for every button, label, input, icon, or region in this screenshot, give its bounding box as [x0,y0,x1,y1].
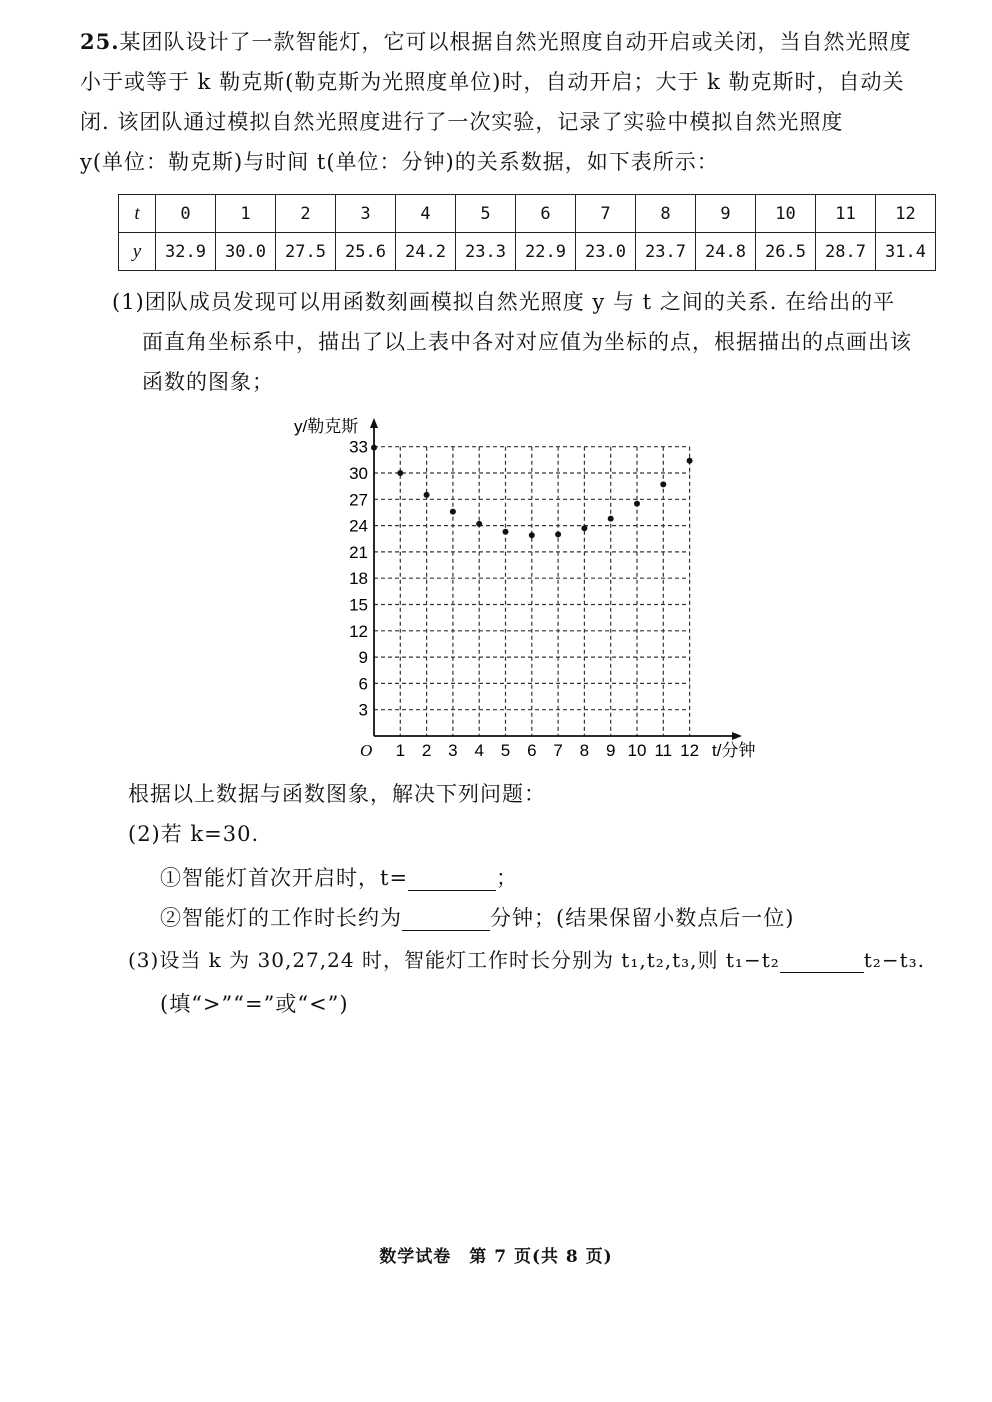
table-cell: 6 [516,195,576,233]
table-cell: 9 [696,195,756,233]
y-tick-label: 27 [349,490,368,510]
y-tick-label: 9 [358,648,368,668]
table-header-t: t [119,195,156,233]
origin-label: O [360,741,373,760]
data-point [660,481,666,487]
question-number: 25. [80,29,120,54]
x-tick-label: 9 [605,741,616,760]
x-tick-label: 12 [680,741,700,760]
intro-line-1: 25.某团队设计了一款智能灯，它可以根据自然光照度自动开启或关闭，当自然光照度 [80,29,912,54]
answer-blank-2[interactable] [402,906,490,931]
table-cell: 7 [576,195,636,233]
data-point [397,470,403,476]
x-tick-label: 8 [579,741,590,760]
data-point [424,492,430,498]
table-cell: 24.8 [696,233,756,271]
table-cell: 27.5 [276,233,336,271]
table-cell: 1 [216,195,276,233]
part2-q1: ①智能灯首次开启时，t= ； [160,866,519,890]
part1-line-2: 面直角坐标系中，描出了以上表中各对对应值为坐标的点，根据描出的点画出该 [142,330,912,354]
intro-line-3: 闭. 该团队通过模拟自然光照度进行了一次实验，记录了实验中模拟自然光照度 [80,110,844,134]
y-tick-label: 21 [349,542,368,562]
table-cell: 26.5 [756,233,816,271]
table-cell: 32.9 [156,233,216,271]
intro-line-2: 小于或等于 k 勒克斯(勒克斯为光照度单位)时，自动开启；大于 k 勒克斯时，自动关 [80,70,905,94]
y-tick-label: 18 [349,569,368,589]
part3-line-2: (填“>”“=”或“<”) [160,992,349,1016]
y-tick-label: 30 [349,464,368,483]
part1-line-1: (1)团队成员发现可以用函数刻画模拟自然光照度 y 与 t 之间的关系. 在给出的平 [112,290,896,314]
table-header-y: y [119,233,156,271]
data-point [529,532,535,538]
table-cell: 23.3 [456,233,516,271]
data-table [118,194,936,271]
table-cell: 30.0 [216,233,276,271]
table-cell: 23.7 [636,233,696,271]
table-cell: 28.7 [816,233,876,271]
table-row-t [119,195,936,233]
y-tick-label: 3 [358,700,368,720]
answer-blank-1[interactable] [408,866,496,891]
y-axis-arrow [370,418,378,428]
data-point [581,525,587,531]
y-tick-label: 24 [349,516,368,536]
data-point [371,445,377,451]
table-row-y [119,233,936,271]
table-cell: 2 [276,195,336,233]
data-point [687,458,693,464]
chart-axes [370,418,742,740]
table-cell: 0 [156,195,216,233]
x-tick-label: 5 [500,741,511,760]
x-axis-arrow [732,732,742,740]
part3-line-1: (3)设当 k 为 30,27,24 时，智能灯工作时长分别为 t₁,t₂,t₃,则 t₁−t₂ t₂−t₃. [128,948,925,972]
intro-line-4: y(单位：勒克斯)与时间 t(单位：分钟)的关系数据，如下表所示： [80,150,719,174]
scatter-chart [280,410,800,765]
table-cell: 31.4 [876,233,936,271]
table-cell: 24.2 [396,233,456,271]
table-cell: 23.0 [576,233,636,271]
table-cell: 25.6 [336,233,396,271]
page-footer: 数学试卷 第 7 页(共 8 页) [379,1247,613,1267]
table-cell: 10 [756,195,816,233]
table-cell: 22.9 [516,233,576,271]
table-cell: 8 [636,195,696,233]
y-tick-label: 15 [349,595,368,615]
x-tick-label: 1 [395,741,406,760]
after-chart-text: 根据以上数据与函数图象，解决下列问题： [128,782,546,806]
answer-blank-3[interactable] [780,948,864,973]
x-tick-label: 11 [654,741,673,760]
x-axis-label: t/分钟 [712,741,756,760]
y-tick-label: 12 [349,621,368,641]
table-cell: 4 [396,195,456,233]
x-tick-label: 4 [474,741,484,760]
table-cell: 5 [456,195,516,233]
data-point [450,509,456,515]
part1-text [112,282,932,402]
x-tick-label: 2 [421,741,432,760]
part2-q2: ②智能灯的工作时长约为 分钟；(结果保留小数点后一位) [160,906,795,930]
part2-heading: (2)若 k=30. [128,822,260,846]
data-point [634,501,640,507]
data-point [476,521,482,527]
data-point [503,529,509,535]
table-cell: 3 [336,195,396,233]
x-tick-label: 6 [527,741,537,760]
y-tick-label: 6 [358,674,368,694]
y-axis-label: y/勒克斯 [294,417,359,436]
data-point [555,531,561,537]
x-tick-label: 3 [448,741,458,760]
x-tick-label: 7 [553,741,563,760]
chart-grid [374,447,690,736]
table-cell: 12 [876,195,936,233]
part1-line-3: 函数的图象； [142,370,274,394]
chart-ticks [349,438,699,760]
x-tick-label: 10 [627,741,647,760]
data-point [608,516,614,522]
question-intro [80,22,920,182]
y-tick-label: 33 [349,437,368,457]
table-cell: 11 [816,195,876,233]
